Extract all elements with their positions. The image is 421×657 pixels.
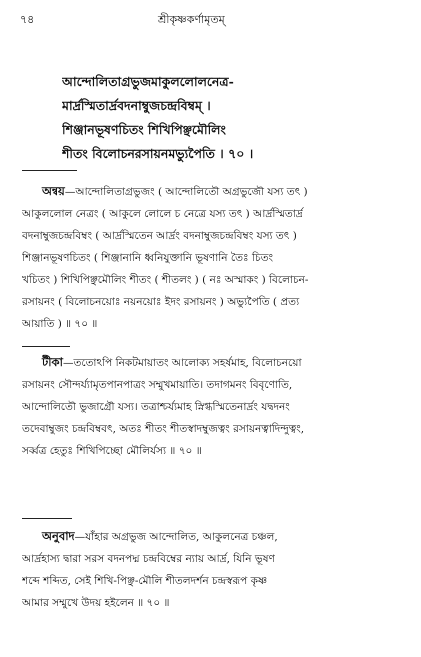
anubad-line: আমার সম্মুখে উদয় হইলেন ॥ ৭০ ॥	[22, 597, 170, 609]
verse-line: শিঞ্জানভূষণচিতং শিখিপিঞ্ছমৌলিং	[62, 122, 226, 137]
tika-line: রসায়নং সৌন্দর্য্যামৃতপানপাত্রং সম্মুখমায়াতি। তদাগমনং বিবৃণোতি,	[22, 379, 293, 391]
anvaya-line: অন্বয়—আন্দোলিতাগ্রভুজং ( আন্দোলিতৌ অগ্রভুজৌ যস্য তৎ )	[42, 184, 308, 198]
tika-line: টীকা—ততোঽপি নিকটমায়াতং আলোক্য সহর্ষমাহ, বিলোচনয়ো	[42, 355, 302, 369]
tika-label: টীকা	[42, 355, 63, 369]
anvaya-line: আয়াতি ) ॥ ৭০ ॥	[22, 318, 98, 330]
tika-line: তদেবাম্বুজং চন্দ্রবিম্ববৎ, অতঃ শীতং শীতস্বাদম্বুজত্বং রসায়নত্বাদিন্দুত্বং,	[22, 423, 305, 435]
sanskrit-verse	[62, 70, 412, 166]
section-rule	[22, 170, 77, 171]
verse-line: শীতং বিলোচনরসায়নমভ্যুপৈতি । ৭০ ।	[62, 146, 254, 161]
anubad-line: শব্দে শব্দিত, সেই শিখি-পিঞ্ছ-মৌলি শীতলদর্শন চন্দ্রস্বরূপ কৃষ্ণ	[22, 575, 268, 587]
page-number: ৭৪	[20, 13, 35, 26]
verse-line: মার্দ্রস্মিতার্দ্রবদনাম্বুজচন্দ্রবিম্বম্ ।	[62, 98, 211, 113]
anubad-label: অনুবাদ	[42, 529, 75, 543]
verse-line: আন্দোলিতাগ্রভুজমাকুললোলনেত্র-	[62, 74, 234, 89]
tika-line: আন্দোলিতৌ ভুজাগ্রৌ যস্য। তত্রাশ্চর্য্যমাহ স্নিগ্ধস্মিতেনার্দ্রং যদ্বদনং	[22, 401, 290, 413]
anvaya-line: আকুললোল নেত্রং ( আকুলে লোলে চ নেত্রে যস্য তৎ ) আর্দ্রস্মিতার্দ্র	[22, 208, 303, 220]
section-rule	[22, 346, 70, 347]
anubad-line: আর্দ্রহাস্য দ্বারা সরস বদনপদ্ম চন্দ্রবিম্বের ন্যায় আর্দ্র, যিনি ভূষণ	[22, 553, 275, 565]
anvaya-label: অন্বয়	[42, 184, 65, 198]
anvaya-line: খচিতং ) শিখিপিঞ্ছমৌলিং শীতং ( শীতলং ) ( নঃ অস্মাকং ) বিলোচন-	[22, 274, 309, 286]
section-rule	[22, 518, 72, 519]
anubad-section	[22, 525, 406, 614]
anvaya-line: রসায়নং ( বিলোচনয়োঃ নয়নয়োঃ ইদং রসায়নং ) অভ্যুপৈতি ( প্রত্য	[22, 296, 300, 308]
anvaya-section	[22, 180, 406, 335]
anvaya-line: শিঞ্জানভূষণচিতং ( শিঞ্জানানি ধ্বনিযুক্তানি ভূষণানি তৈঃ চিতং	[22, 252, 274, 264]
anvaya-line: বদনাম্বুজচন্দ্রবিম্বং ( আর্দ্রস্মিতেন আর্দ্রং বদনাম্বুজচন্দ্রবিম্বং যস্য তৎ )	[22, 230, 297, 242]
running-title: শ্রীকৃষ্ণকর্ণামৃতম্	[158, 13, 225, 26]
tika-section	[22, 351, 406, 462]
tika-line: সর্ব্বত্র হেতুঃ শিখিপিচ্ছো মৌলির্যস্য ॥ ৭০ ॥	[22, 445, 202, 457]
anubad-line: অনুবাদ—যাঁহার অগ্রভুজ আন্দোলিত, আকুলনেত্র চঞ্চল,	[42, 529, 278, 543]
